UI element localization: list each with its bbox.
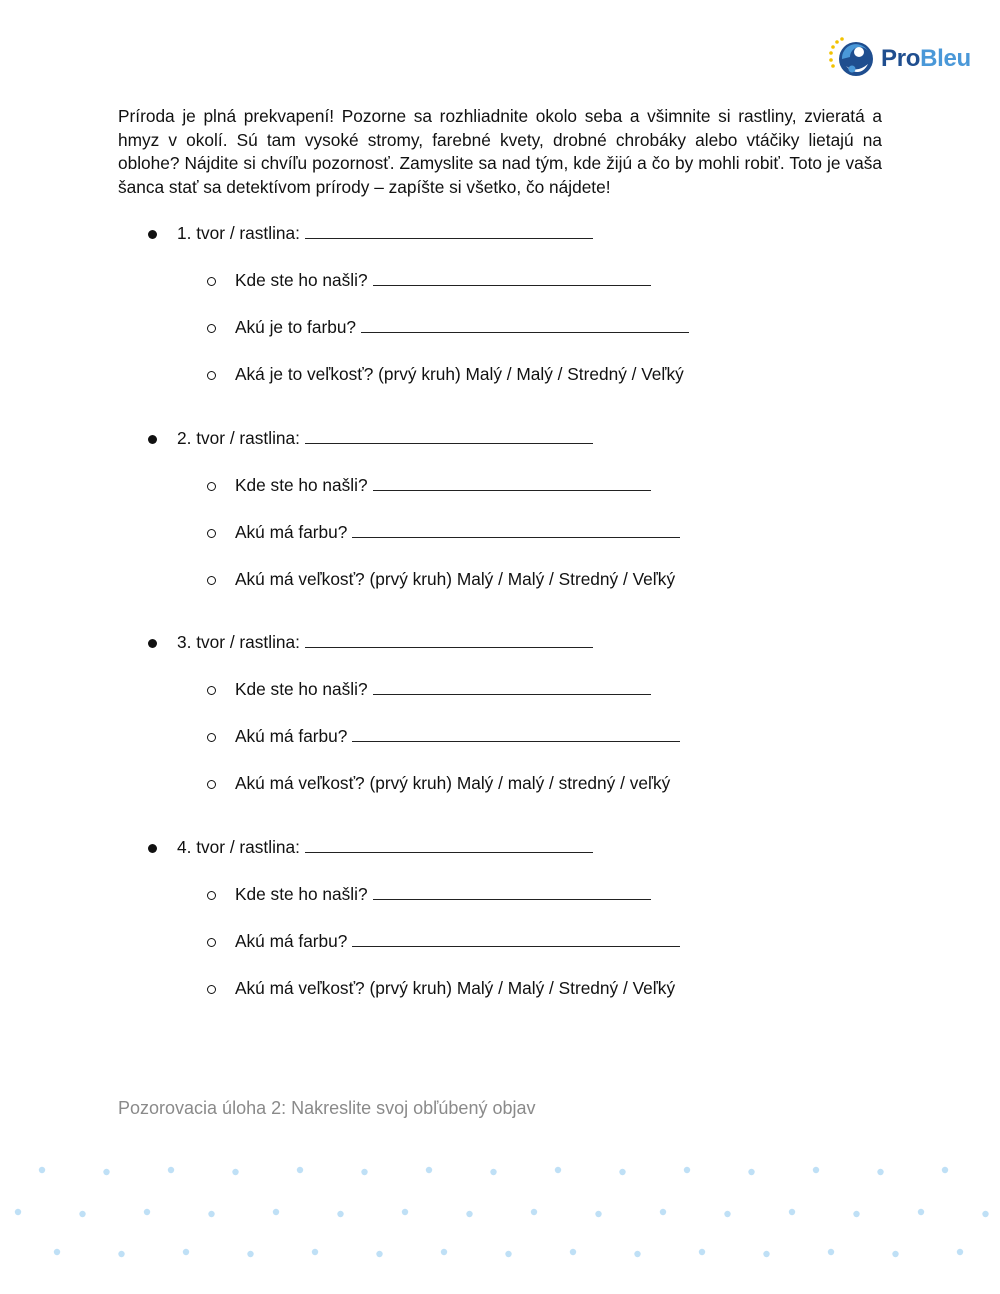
decorative-dot: [426, 1167, 432, 1173]
decorative-dot: [724, 1211, 730, 1217]
decorative-dot: [361, 1169, 367, 1175]
circle-bullet-icon: [207, 985, 216, 994]
decorative-dot: [402, 1209, 408, 1215]
where-question-line: [235, 474, 651, 496]
decorative-dot: [232, 1169, 238, 1175]
circle-bullet-icon: [207, 529, 216, 538]
decorative-dot: [699, 1249, 705, 1255]
decorative-dot: [54, 1249, 60, 1255]
decorative-dot: [144, 1209, 150, 1215]
color-question: Akú je to farbu?: [235, 317, 357, 337]
answer-blank[interactable]: [305, 851, 593, 853]
circle-bullet-icon: [207, 686, 216, 695]
size-question: Akú má veľkosť? (prvý kruh) Malý / Malý / Stredný / Veľký: [235, 978, 676, 998]
decorative-dot: [118, 1251, 124, 1257]
circle-bullet-icon: [207, 371, 216, 380]
size-question: Akú má veľkosť? (prvý kruh) Malý / Malý / Stredný / Veľký: [235, 569, 676, 589]
item-title: 1. tvor / rastlina:: [177, 223, 300, 243]
bullet-icon: [148, 844, 157, 853]
decorative-dot: [247, 1251, 253, 1257]
item-title: 3. tvor / rastlina:: [177, 632, 300, 652]
decorative-dot: [918, 1209, 924, 1215]
answer-blank[interactable]: [373, 898, 651, 900]
circle-bullet-icon: [207, 733, 216, 742]
decorative-dot: [853, 1211, 859, 1217]
item-title: 2. tvor / rastlina:: [177, 428, 300, 448]
color-question: Akú má farbu?: [235, 726, 348, 746]
probleu-logo-text: [881, 45, 971, 73]
where-question: Kde ste ho našli?: [235, 884, 368, 904]
answer-blank[interactable]: [373, 693, 651, 695]
decorative-dot: [763, 1251, 769, 1257]
decorative-dots-pattern: [0, 1150, 1000, 1270]
decorative-dot: [490, 1169, 496, 1175]
answer-blank[interactable]: [373, 489, 651, 491]
bullet-icon: [148, 435, 157, 444]
bullet-icon: [148, 639, 157, 648]
decorative-dot: [531, 1209, 537, 1215]
probleu-logo-icon: [828, 36, 878, 80]
logo-text-pro: Pro: [881, 45, 921, 72]
decorative-dot: [15, 1209, 21, 1215]
decorative-dot: [183, 1249, 189, 1255]
where-question: Kde ste ho našli?: [235, 475, 368, 495]
decorative-dot: [337, 1211, 343, 1217]
decorative-dot: [79, 1211, 85, 1217]
decorative-dot: [208, 1211, 214, 1217]
decorative-dot: [103, 1169, 109, 1175]
circle-bullet-icon: [207, 324, 216, 333]
answer-blank[interactable]: [305, 646, 593, 648]
decorative-dot: [634, 1251, 640, 1257]
decorative-dot: [505, 1251, 511, 1257]
intro-paragraph: Príroda je plná prekvapení! Pozorne sa rozhliadnite okolo seba a všimnite si rastliny, zvieratá a hmyz v okolí. Sú tam vysoké stromy, farebné kvety, drobné chrobáky alebo vtáčiky lietajú na oblohe? Nájdite si chvíľu pozornosť. Zamyslite sa nad tým, kde žijú a čo by mohli robiť. Toto je vaša šanca stať sa detektívom prírody – zapíšte si všetko, čo nájdete!: [118, 106, 882, 197]
decorative-dot: [619, 1169, 625, 1175]
probleu-logo: [828, 36, 988, 80]
item-title-line: [177, 427, 593, 449]
decorative-dot: [660, 1209, 666, 1215]
decorative-dot: [877, 1169, 883, 1175]
decorative-dot: [555, 1167, 561, 1173]
decorative-dot: [570, 1249, 576, 1255]
decorative-dot: [168, 1167, 174, 1173]
decorative-dot: [892, 1251, 898, 1257]
circle-bullet-icon: [207, 482, 216, 491]
size-question: Akú má veľkosť? (prvý kruh) Malý / malý / stredný / veľký: [235, 773, 671, 793]
circle-bullet-icon: [207, 576, 216, 585]
color-question-line: [235, 521, 680, 543]
where-question: Kde ste ho našli?: [235, 270, 368, 290]
item-title-line: [177, 222, 593, 244]
circle-bullet-icon: [207, 277, 216, 286]
logo-text-bleu: Bleu: [920, 45, 971, 72]
color-question-line: [235, 316, 689, 338]
color-question-line: [235, 725, 680, 747]
where-question: Kde ste ho našli?: [235, 679, 368, 699]
decorative-dot: [684, 1167, 690, 1173]
decorative-dot: [957, 1249, 963, 1255]
decorative-dot: [828, 1249, 834, 1255]
item-title: 4. tvor / rastlina:: [177, 837, 300, 857]
decorative-dot: [312, 1249, 318, 1255]
decorative-dot: [595, 1211, 601, 1217]
decorative-dot: [813, 1167, 819, 1173]
answer-blank[interactable]: [305, 237, 593, 239]
answer-blank[interactable]: [352, 536, 680, 538]
decorative-dot: [297, 1167, 303, 1173]
answer-blank[interactable]: [373, 284, 651, 286]
circle-bullet-icon: [207, 891, 216, 900]
where-question-line: [235, 269, 651, 291]
decorative-dot: [273, 1209, 279, 1215]
decorative-dot: [748, 1169, 754, 1175]
color-question-line: [235, 930, 680, 952]
decorative-dot: [441, 1249, 447, 1255]
decorative-dot: [789, 1209, 795, 1215]
answer-blank[interactable]: [352, 945, 680, 947]
decorative-dot: [376, 1251, 382, 1257]
answer-blank[interactable]: [305, 442, 593, 444]
bullet-icon: [148, 230, 157, 239]
where-question-line: [235, 883, 651, 905]
color-question: Akú má farbu?: [235, 931, 348, 951]
circle-bullet-icon: [207, 780, 216, 789]
item-title-line: [177, 836, 593, 858]
item-title-line: [177, 631, 593, 653]
task-2-heading: Pozorovacia úloha 2: Nakreslite svoj obľúbený objav: [118, 1098, 536, 1118]
decorative-dot: [942, 1167, 948, 1173]
decorative-dot: [982, 1211, 988, 1217]
where-question-line: [235, 678, 651, 700]
answer-blank[interactable]: [352, 740, 680, 742]
decorative-dot: [39, 1167, 45, 1173]
size-question: Aká je to veľkosť? (prvý kruh) Malý / Malý / Stredný / Veľký: [235, 364, 684, 384]
answer-blank[interactable]: [361, 331, 689, 333]
decorative-dot: [466, 1211, 472, 1217]
circle-bullet-icon: [207, 938, 216, 947]
color-question: Akú má farbu?: [235, 522, 348, 542]
